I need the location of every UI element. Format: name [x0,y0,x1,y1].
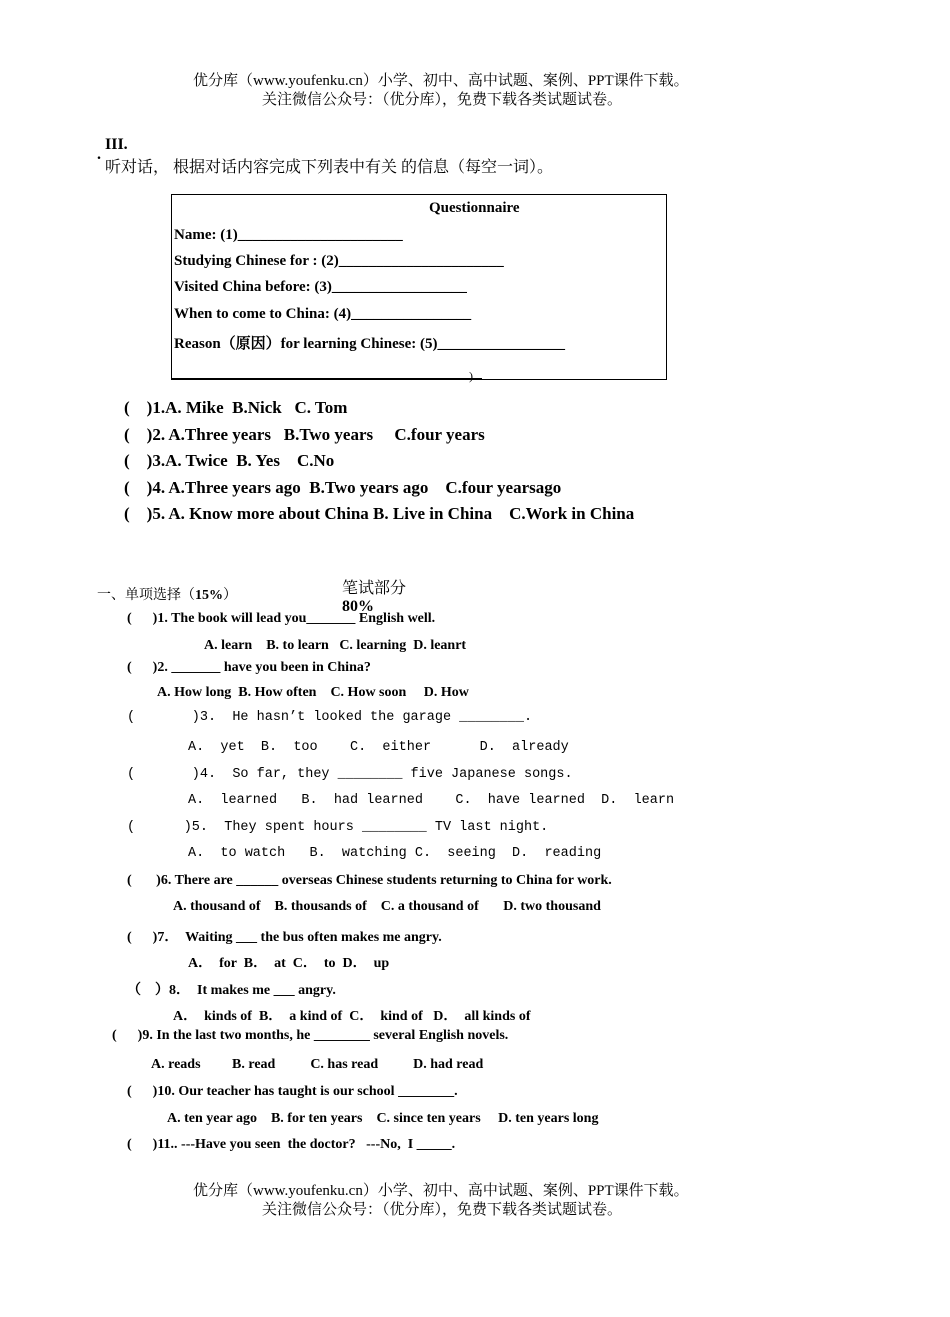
mc-question-5: ( )5. They spent hours ________ TV last night. [127,820,549,835]
mc-options-10: A. ten year ago B. for ten years C. since ten years D. ten years long [167,1111,599,1126]
mc-question-4: ( )4. So far, they ________ five Japanese songs. [127,767,573,782]
questionnaire-bottom-line [172,378,482,379]
mc-options-6: A. thousand of B. thousands of C. a thousand of D. two thousand [173,899,601,914]
footer-line-1: 优分库（www.youfenku.cn）小学、初中、高中试题、案例、PPT课件下载。 [193,1183,689,1199]
listening-question-5: ( )5. A. Know more about China B. Live in China C.Work in China [124,504,635,523]
section-1-label: 一、单项选择（ [97,588,195,603]
mc-question-9: ( )9. In the last two months, he ________ several English novels. [112,1028,509,1043]
listening-question-1: ( )1.A. Mike B.Nick C. Tom [124,398,348,417]
section-3-heading [97,118,553,177]
mc-question-10: ( )10. Our teacher has taught is our school ________. [127,1084,458,1099]
header-line-2: 关注微信公众号：（优分库），免费下载各类试题试卷。 [262,92,623,108]
mc-options-7: A． for B． at C． to D． up [188,956,390,971]
listening-question-4: ( )4. A.Three years ago B.Two years ago C.four yearsago [124,478,562,497]
mc-question-2: ( )2. _______ have you been in China? [127,660,371,675]
section-1-pct: 15% [195,588,223,603]
mc-question-1: ( )1. The book will lead you_______ English well. [127,611,436,626]
mc-options-8: A． kinds of B． a kind of C． kind of D． all kinds of [173,1009,531,1024]
mc-options-2: A. How long B. How often C. How soon D. How [157,685,469,700]
questionnaire-field-when: When to come to China: (4)________________ [174,306,472,322]
questionnaire-field-studying: Studying Chinese for : (2)______________________ [174,253,504,269]
mc-options-1: A. learn B. to learn C. learning D. leanrt [204,638,467,653]
mc-question-6: ( )6. There are ______ overseas Chinese students returning to China for work. [127,873,612,888]
footer-line-2: 关注微信公众号：（优分库），免费下载各类试题试卷。 [262,1202,623,1218]
questionnaire-field-reason: Reason（原因）for learning Chinese: (5)_________________ [174,336,565,352]
mc-question-7: ( )7． Waiting ___ the bus often makes me angry. [127,930,442,945]
section-3-dot: . [97,146,101,163]
section-1-close: ） [223,588,237,603]
listening-question-2: ( )2. A.Three years B.Two years C.four years [124,425,485,444]
questionnaire-field-visited: Visited China before: (3)__________________ [174,279,467,295]
mc-question-11: ( )11.. ---Have you seen the doctor? ---No, I _____. [127,1137,456,1152]
questionnaire-title: Questionnaire [429,200,520,216]
mc-question-3: ( )3. He hasn’t looked the garage ________. [127,710,533,725]
listening-question-3: ( )3.A. Twice B. Yes C.No [124,451,335,470]
written-title-cn: 笔试部分 [342,580,407,597]
written-part-title [334,557,406,616]
mc-options-3: A. yet B. too C. either D. already [188,740,569,755]
section-3-instruction: 听对话， 根据对话内容完成下列表中有关 的信息（每空一词）。 [105,159,554,176]
mc-question-8: （ ）8． It makes me ___ angry. [127,983,336,998]
mc-options-9: A. reads B. read C. has read D. had read [151,1057,484,1072]
section-1-heading [97,584,237,604]
mc-options-5: A. to watch B. watching C. seeing D. reading [188,846,602,861]
section-3-number: III. [105,136,128,153]
header-line-1: 优分库（www.youfenku.cn）小学、初中、高中试题、案例、PPT课件下载。 [193,73,689,89]
mc-options-4: A. learned B. had learned C. have learned D. learn [188,793,675,808]
written-title-pct: 80% [342,598,374,615]
questionnaire-field-name: Name: (1)______________________ [174,227,403,243]
questionnaire-paren: ) [469,369,473,383]
